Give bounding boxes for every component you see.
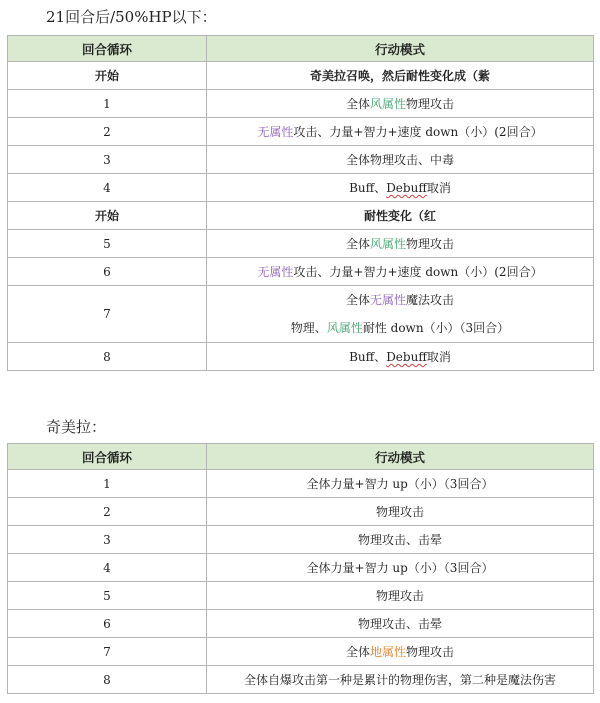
action-line bbox=[209, 314, 591, 342]
action-text-segment: 无属性 bbox=[257, 125, 294, 139]
action-text-segment: 耐性变化（红 bbox=[363, 209, 436, 223]
table-row bbox=[8, 202, 594, 230]
action-text-segment: Buff、 bbox=[349, 350, 387, 364]
action-cell bbox=[207, 554, 594, 582]
section-heading-boss: 21回合后/50%HP以下： bbox=[46, 8, 217, 26]
round-cell: 5 bbox=[8, 230, 207, 258]
action-text-segment: 攻击、力量+智力+速度 down（小）(2回合） bbox=[293, 125, 543, 139]
action-text-segment: 全体 bbox=[345, 293, 370, 307]
action-cell bbox=[207, 230, 594, 258]
action-cell bbox=[207, 610, 594, 638]
table-row bbox=[8, 470, 594, 498]
action-text-segment: 全体 bbox=[345, 237, 370, 251]
table-row bbox=[8, 258, 594, 286]
action-text-segment: Debuff bbox=[386, 350, 427, 364]
action-cell bbox=[207, 118, 594, 146]
round-cell: 2 bbox=[8, 118, 207, 146]
action-cell bbox=[207, 146, 594, 174]
action-text-segment: 耐性 down（小）（3回合） bbox=[362, 321, 510, 335]
action-text-segment: 物理攻击 bbox=[406, 237, 455, 251]
section-heading-chimera: 奇美拉： bbox=[46, 418, 107, 436]
action-text-segment: 物理攻击 bbox=[375, 505, 424, 519]
action-text-segment: 无属性 bbox=[257, 265, 294, 279]
round-cell: 开始 bbox=[8, 202, 207, 230]
action-text-segment: Debuff bbox=[386, 181, 427, 195]
table-header-row bbox=[8, 36, 594, 62]
action-cell bbox=[207, 470, 594, 498]
action-text-segment: 物理攻击、击晕 bbox=[357, 617, 442, 631]
round-cell: 5 bbox=[8, 582, 207, 610]
table-row bbox=[8, 610, 594, 638]
chimera-action-table bbox=[7, 443, 594, 694]
action-text-segment: 物理攻击 bbox=[406, 97, 455, 111]
action-text-segment: 魔法攻击 bbox=[406, 293, 455, 307]
table-row bbox=[8, 286, 594, 343]
round-cell: 6 bbox=[8, 610, 207, 638]
header-round-cycle: 回合循环 bbox=[8, 36, 207, 62]
header-action-pattern: 行动模式 bbox=[207, 444, 594, 470]
action-cell bbox=[207, 526, 594, 554]
action-text-segment: 全体力量+智力 up（小）（3回合） bbox=[306, 561, 494, 575]
action-text-segment: 全体力量+智力 up（小）（3回合） bbox=[306, 477, 494, 491]
action-text-segment: 取消 bbox=[426, 181, 451, 195]
table-header-row bbox=[8, 444, 594, 470]
round-cell: 7 bbox=[8, 638, 207, 666]
action-cell bbox=[207, 666, 594, 694]
action-cell bbox=[207, 62, 594, 90]
table-row bbox=[8, 230, 594, 258]
action-text-segment: 奇美拉召唤，然后耐性变化成（紫 bbox=[309, 69, 490, 83]
round-cell: 1 bbox=[8, 90, 207, 118]
header-action-pattern: 行动模式 bbox=[207, 36, 594, 62]
table-row bbox=[8, 498, 594, 526]
round-cell: 8 bbox=[8, 343, 207, 371]
action-text-segment: 物理、 bbox=[290, 321, 327, 335]
action-cell bbox=[207, 174, 594, 202]
action-text-segment: 取消 bbox=[426, 350, 451, 364]
action-text-segment: Buff、 bbox=[349, 181, 387, 195]
round-cell: 8 bbox=[8, 666, 207, 694]
action-text-segment: 物理攻击 bbox=[375, 589, 424, 603]
action-text-segment: 无属性 bbox=[369, 293, 406, 307]
boss-action-table bbox=[7, 35, 594, 371]
action-text-segment: 风属性 bbox=[369, 97, 406, 111]
action-text-segment: 全体 bbox=[345, 97, 370, 111]
table-row bbox=[8, 62, 594, 90]
action-text-segment: 全体自爆攻击第一种是累计的物理伤害，第二种是魔法伤害 bbox=[243, 673, 556, 687]
round-cell: 6 bbox=[8, 258, 207, 286]
action-cell bbox=[207, 498, 594, 526]
round-cell: 3 bbox=[8, 146, 207, 174]
action-text-segment: 全体 bbox=[345, 645, 370, 659]
table-row bbox=[8, 554, 594, 582]
action-text-segment: 物理攻击 bbox=[406, 645, 455, 659]
action-cell bbox=[207, 258, 594, 286]
action-text-segment: 物理攻击、击晕 bbox=[357, 533, 442, 547]
table-row bbox=[8, 90, 594, 118]
action-cell bbox=[207, 638, 594, 666]
action-text-segment: 全体物理攻击、中毒 bbox=[345, 153, 454, 167]
action-text-segment: 风属性 bbox=[369, 237, 406, 251]
action-line bbox=[209, 286, 591, 314]
header-round-cycle: 回合循环 bbox=[8, 444, 207, 470]
action-text-segment: 风属性 bbox=[326, 321, 363, 335]
action-text-segment: 攻击、力量+智力+速度 down（小）(2回合） bbox=[293, 265, 543, 279]
table-row bbox=[8, 343, 594, 371]
round-cell: 3 bbox=[8, 526, 207, 554]
round-cell: 2 bbox=[8, 498, 207, 526]
table-row bbox=[8, 582, 594, 610]
round-cell: 开始 bbox=[8, 62, 207, 90]
round-cell: 1 bbox=[8, 470, 207, 498]
round-cell: 4 bbox=[8, 554, 207, 582]
action-cell bbox=[207, 202, 594, 230]
table-row bbox=[8, 638, 594, 666]
round-cell: 4 bbox=[8, 174, 207, 202]
round-cell: 7 bbox=[8, 286, 207, 343]
action-cell bbox=[207, 286, 594, 343]
table-row bbox=[8, 174, 594, 202]
table-row bbox=[8, 526, 594, 554]
table-row bbox=[8, 146, 594, 174]
action-cell bbox=[207, 343, 594, 371]
action-text-segment: 地属性 bbox=[369, 645, 406, 659]
table-row bbox=[8, 666, 594, 694]
action-cell bbox=[207, 582, 594, 610]
table-row bbox=[8, 118, 594, 146]
action-cell bbox=[207, 90, 594, 118]
